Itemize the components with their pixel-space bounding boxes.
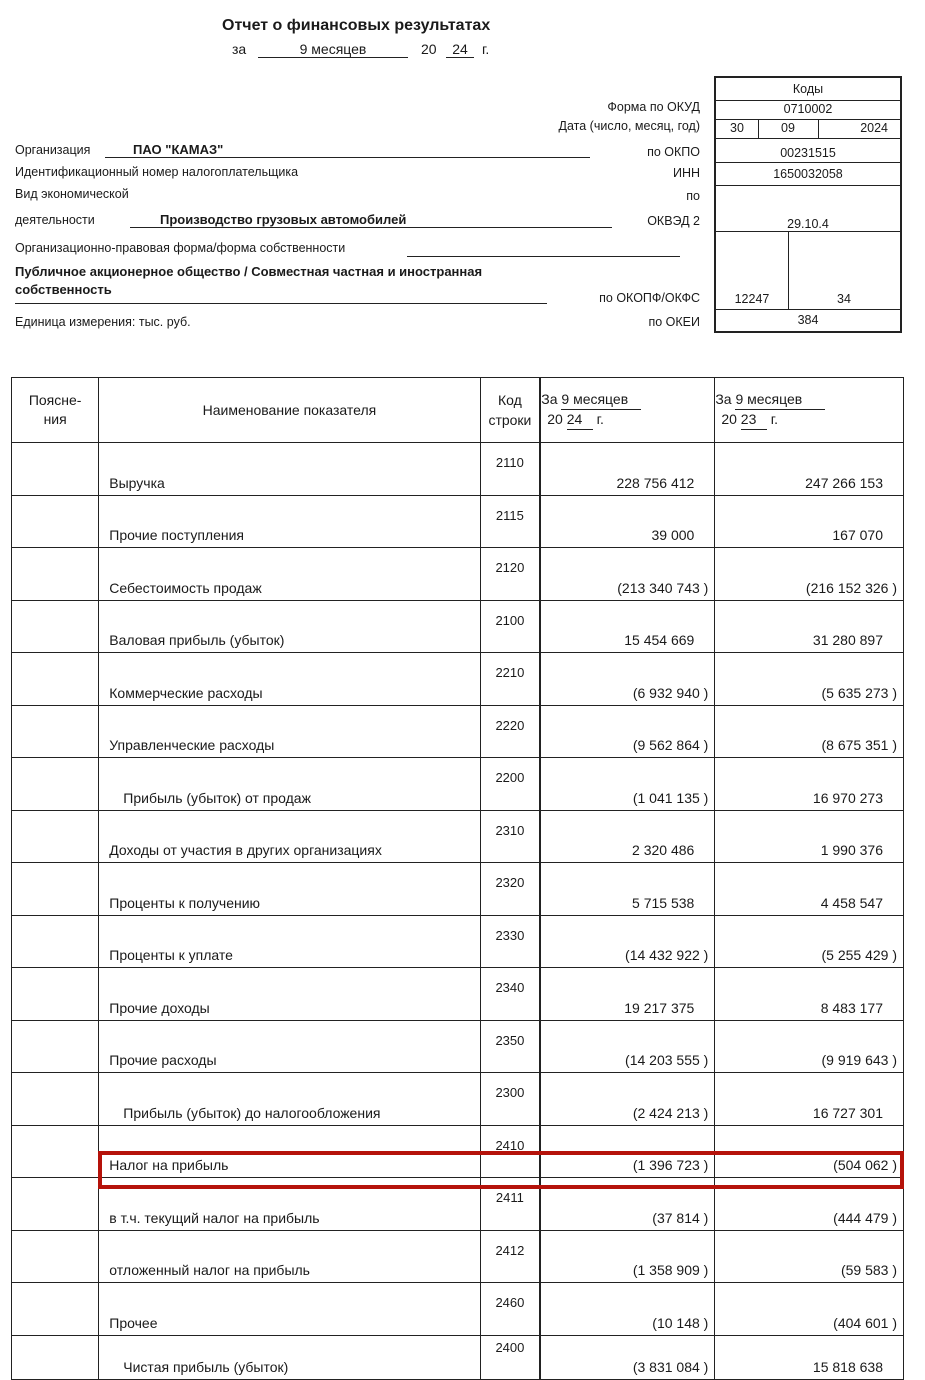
legal-form-1: Публичное акционерное общество / Совместная частная и иностранная (15, 264, 483, 279)
okpo-label: по ОКПО (647, 145, 700, 159)
col-period-2023: За 9 месяцев 20 23 г. (715, 378, 904, 443)
okud-label: Форма по ОКУД (607, 100, 700, 114)
table-row: Выручка 2110 228 756 412 247 266 153 (12, 443, 904, 496)
table-row: Прочие доходы 2340 19 217 375 8 483 177 (12, 968, 904, 1021)
okopf-code: 12247 (734, 292, 770, 306)
codes-title: Коды (716, 78, 900, 101)
unit-label: Единица измерения: тыс. руб. (15, 315, 191, 329)
okfs-code: 34 (837, 292, 851, 306)
activity-label-2: деятельности (15, 213, 95, 227)
inn-long-label: Идентификационный номер налогоплательщика (15, 165, 299, 179)
table-row: Коммерческие расходы 2210 (6 932 940 ) (5 635 273 ) (12, 653, 904, 706)
legal-form-label: Организационно-правовая форма/форма собственности (15, 241, 346, 255)
okpo-code: 00231515 (780, 146, 836, 160)
table-row: Прибыль (убыток) до налогообложения 2300 (2 424 213 ) 16 727 301 (12, 1073, 904, 1126)
okud-code: 0710002 (716, 100, 900, 120)
col-code: Код строки (480, 378, 540, 443)
org-name: ПАО "КАМАЗ" (105, 142, 590, 158)
table-row: Проценты к уплате 2330 (14 432 922 ) (5 255 429 ) (12, 915, 904, 968)
org-label: Организация (15, 143, 91, 157)
inn-label: ИНН (672, 166, 700, 180)
table-row-net-profit: Чистая прибыль (убыток) 2400 (3 831 084 ) 15 818 638 (12, 1335, 904, 1380)
activity-label-1: Вид экономической (15, 187, 129, 201)
okved-label-2: ОКВЭД 2 (647, 214, 700, 228)
table-row: Прочие поступления 2115 39 000 167 070 (12, 495, 904, 548)
table-row: Управленческие расходы 2220 (9 562 864 ) (8 675 351 ) (12, 705, 904, 758)
okved-label-1: по (686, 189, 700, 203)
year-prefix: 20 (421, 41, 437, 57)
legal-form-line (407, 242, 680, 257)
table-row: Доходы от участия в других организациях 2310 2 320 486 1 990 376 (12, 810, 904, 863)
financial-results-table (11, 377, 904, 1380)
table-row: Налог на прибыль 2410 (1 396 723 ) (504 062 ) (12, 1125, 904, 1178)
codes-box (714, 76, 902, 333)
okopf-row (716, 231, 900, 310)
table-row: Прибыль (убыток) от продаж 2200 (1 041 135 ) 16 970 273 (12, 758, 904, 811)
legal-form-2: собственность (15, 282, 547, 304)
table-header (12, 378, 904, 443)
inn-code: 1650032058 (716, 162, 900, 186)
date-month: 09 (781, 121, 795, 135)
col-period-2024: За 9 месяцев 20 24 г. (540, 378, 715, 443)
table-row: Прочее 2460 (10 148 ) (404 601 ) (12, 1283, 904, 1336)
okved-code: 29.10.4 (716, 184, 900, 232)
table-row: в т.ч. текущий налог на прибыль 2411 (37 814 ) (444 479 ) (12, 1178, 904, 1231)
report-title: Отчет о финансовых результатах (222, 17, 491, 34)
col-name: Наименование показателя (99, 378, 480, 443)
date-label: Дата (число, месяц, год) (558, 119, 700, 133)
table-row: Валовая прибыль (убыток) 2100 15 454 669 31 280 897 (12, 600, 904, 653)
table-row: Проценты к получению 2320 5 715 538 4 458 547 (12, 863, 904, 916)
date-day: 30 (730, 121, 744, 135)
activity-value: Производство грузовых автомобилей (130, 212, 612, 228)
okopf-label: по ОКОПФ/ОКФС (599, 291, 700, 305)
col-explanations: Поясне-ния (12, 378, 99, 443)
okei-label: по ОКЕИ (648, 315, 700, 329)
net-profit-highlight (98, 1151, 904, 1189)
date-row (716, 119, 900, 139)
report-year: 24 (446, 41, 474, 58)
period-prefix: за (232, 41, 247, 57)
table-row: Прочие расходы 2350 (14 203 555 ) (9 919 643 ) (12, 1020, 904, 1073)
year-unit: г. (482, 41, 490, 57)
okei-code: 384 (797, 313, 819, 327)
table-row: Себестоимость продаж 2120 (213 340 743 ) (216 152 326 ) (12, 548, 904, 601)
report-period: 9 месяцев (258, 41, 408, 58)
date-year: 2024 (860, 121, 888, 135)
table-row: отложенный налог на прибыль 2412 (1 358 909 ) (59 583 ) (12, 1230, 904, 1283)
